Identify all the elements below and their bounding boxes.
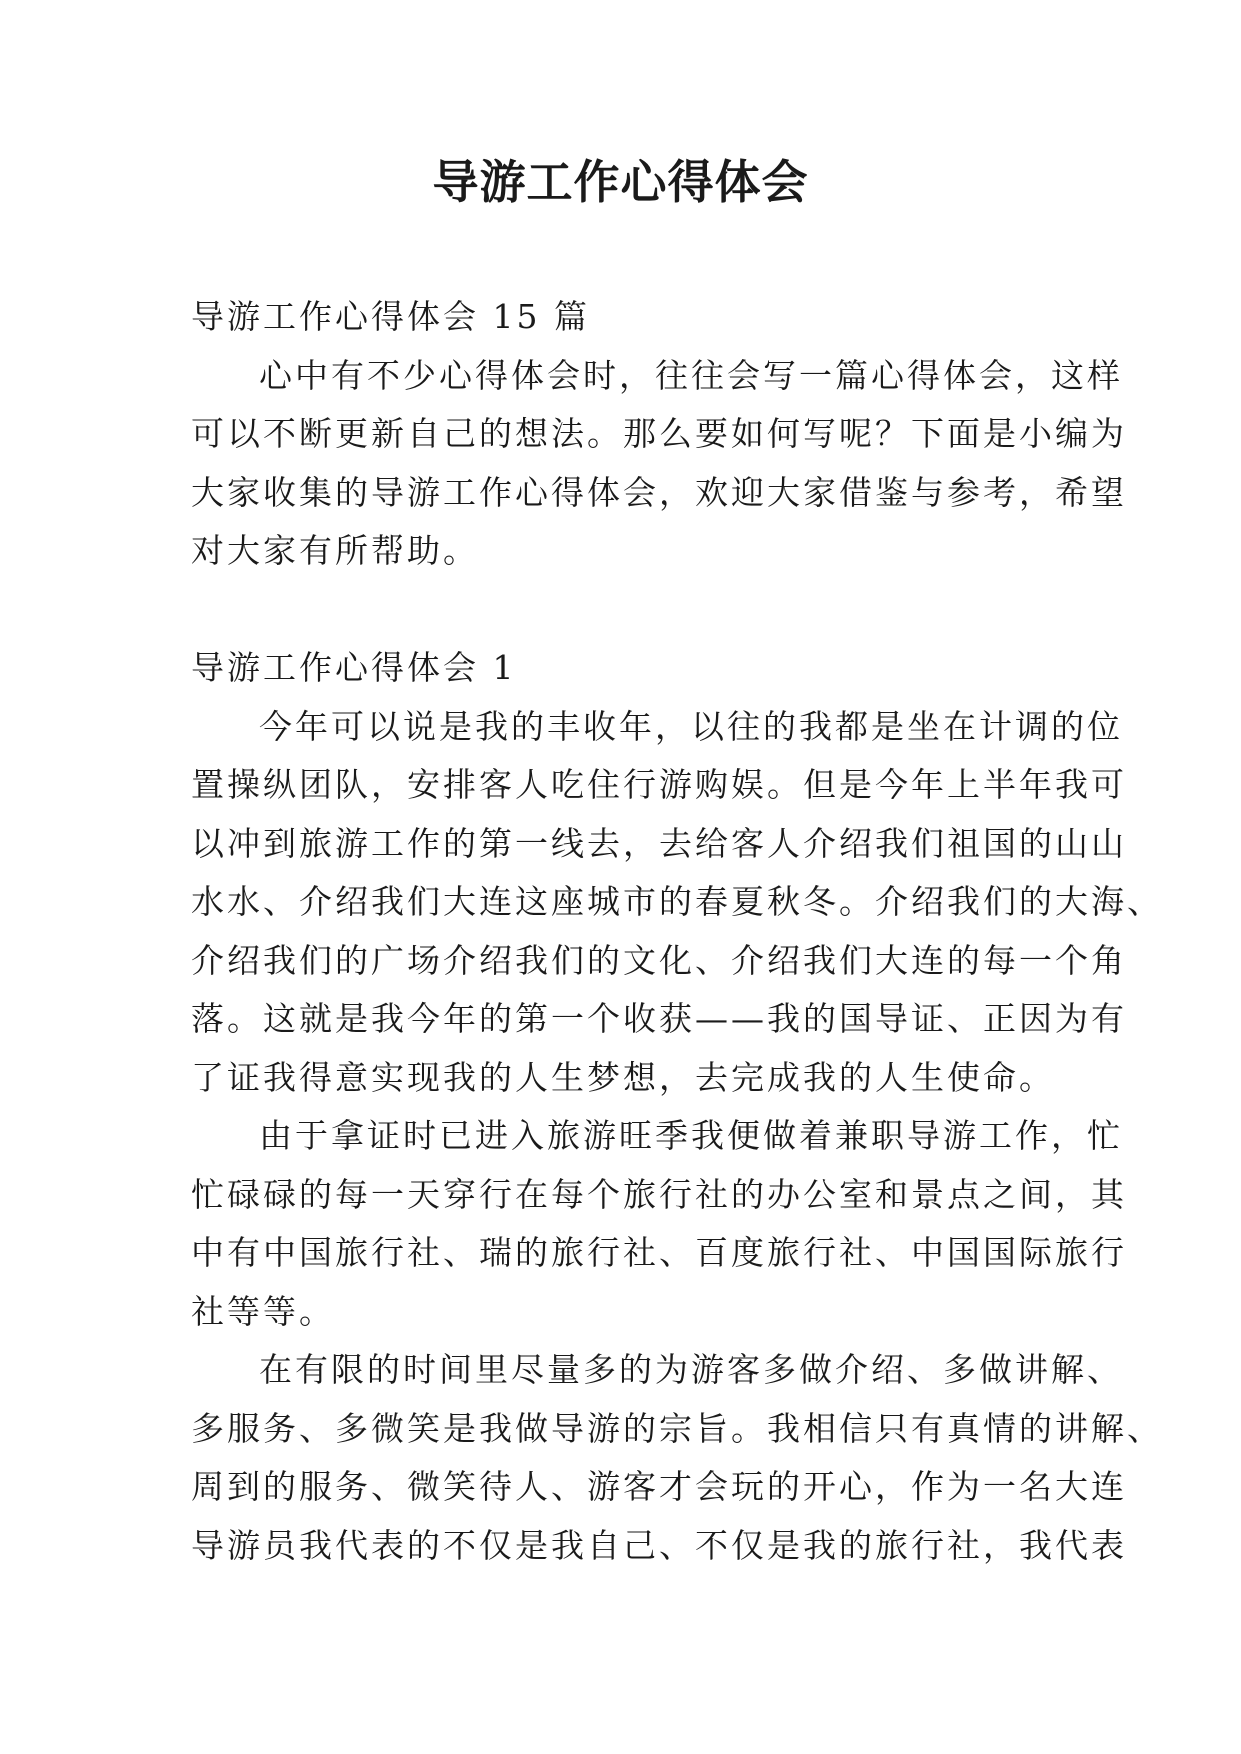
paragraph-line: 水水、介绍我们大连这座城市的春夏秋冬。介绍我们的大海、 xyxy=(191,882,1163,921)
paragraph-line: 心中有不少心得体会时，往往会写一篇心得体会，这样 xyxy=(259,355,1123,395)
section-heading: 导游工作心得体会 1 xyxy=(191,648,517,687)
paragraph-line: 置操纵团队，安排客人吃住行游购娱。但是今年上半年我可 xyxy=(191,765,1127,804)
paragraph-line: 社等等。 xyxy=(191,1291,335,1331)
paragraph-line: 对大家有所帮助。 xyxy=(191,531,479,570)
paragraph-line: 今年可以说是我的丰收年，以往的我都是坐在计调的位 xyxy=(259,706,1123,746)
paragraph-line: 多服务、多微笑是我做导游的宗旨。我相信只有真情的讲解、 xyxy=(191,1408,1163,1448)
section-heading: 导游工作心得体会 15 篇 xyxy=(191,297,590,336)
paragraph-line: 以冲到旅游工作的第一线去，去给客人介绍我们祖国的山山 xyxy=(191,823,1127,863)
paragraph-line: 周到的服务、微笑待人、游客才会玩的开心，作为一名大连 xyxy=(191,1467,1127,1506)
paragraph-line: 了证我得意实现我的人生梦想，去完成我的人生使命。 xyxy=(191,1057,1055,1097)
paragraph-line: 落。这就是我今年的第一个收获——我的国导证、正因为有 xyxy=(191,999,1127,1038)
paragraph-line: 由于拿证时已进入旅游旺季我便做着兼职导游工作，忙 xyxy=(259,1116,1123,1155)
blank-line xyxy=(191,581,1061,640)
paragraph-line: 在有限的时间里尽量多的为游客多做介绍、多做讲解、 xyxy=(259,1350,1123,1389)
document-body xyxy=(191,288,1163,1575)
paragraph-line: 中有中国旅行社、瑞的旅行社、百度旅行社、中国国际旅行 xyxy=(191,1233,1127,1272)
paragraph-line: 导游员我代表的不仅是我自己、不仅是我的旅行社，我代表 xyxy=(191,1525,1127,1565)
paragraph-line: 介绍我们的广场介绍我们的文化、介绍我们大连的每一个角 xyxy=(191,940,1127,980)
paragraph-line: 大家收集的导游工作心得体会，欢迎大家借鉴与参考，希望 xyxy=(191,472,1127,512)
document-title: 导游工作心得体会 xyxy=(432,155,809,209)
paragraph-line: 忙碌碌的每一天穿行在每个旅行社的办公室和景点之间，其 xyxy=(191,1174,1127,1214)
paragraph-line: 可以不断更新自己的想法。那么要如何写呢？下面是小编为 xyxy=(191,414,1127,453)
